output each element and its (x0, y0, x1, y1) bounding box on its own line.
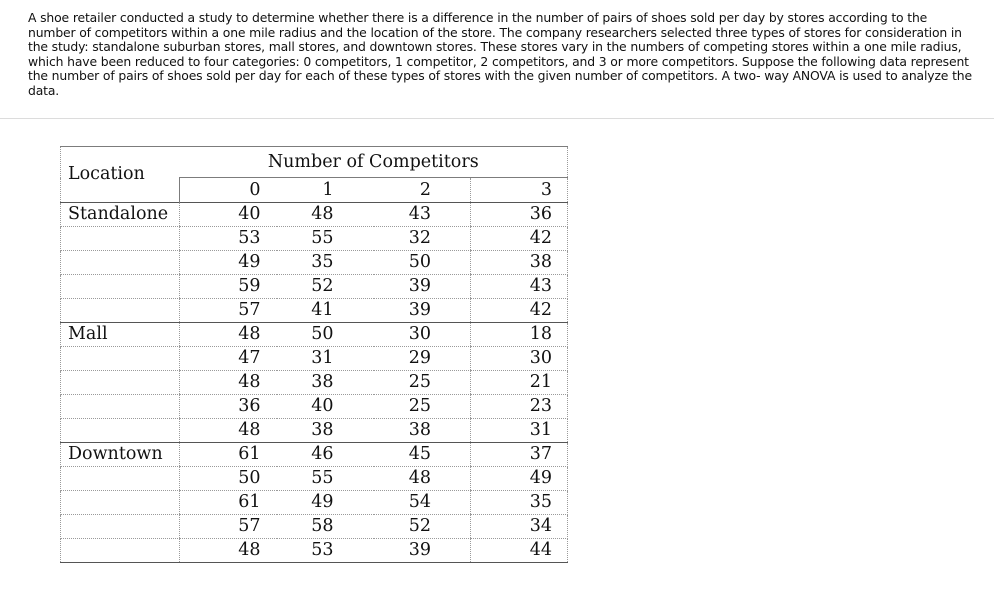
data-cell: 50 (180, 467, 277, 491)
location-cell-empty (61, 299, 180, 323)
data-cell: 50 (374, 251, 471, 275)
data-cell: 52 (374, 515, 471, 539)
data-cell: 38 (374, 419, 471, 443)
data-cell: 57 (180, 299, 277, 323)
table-row (61, 467, 568, 491)
data-cell: 54 (374, 491, 471, 515)
data-cell: 61 (180, 443, 277, 467)
competitors-header: Number of Competitors (180, 147, 568, 178)
table-row (61, 251, 568, 275)
table-row (61, 371, 568, 395)
header-row-1 (61, 147, 568, 178)
table-row (61, 419, 568, 443)
data-cell: 34 (471, 515, 568, 539)
table-row (61, 203, 568, 227)
data-cell: 48 (277, 203, 374, 227)
location-cell-empty (61, 275, 180, 299)
data-cell: 48 (180, 323, 277, 347)
location-cell-empty (61, 251, 180, 275)
location-label: Downtown (61, 443, 180, 467)
location-cell-empty (61, 395, 180, 419)
data-cell: 45 (374, 443, 471, 467)
data-cell: 59 (180, 275, 277, 299)
data-cell: 38 (471, 251, 568, 275)
data-cell: 41 (277, 299, 374, 323)
data-cell: 40 (180, 203, 277, 227)
data-cell: 43 (374, 203, 471, 227)
data-cell: 36 (180, 395, 277, 419)
data-cell: 61 (180, 491, 277, 515)
table-row (61, 299, 568, 323)
location-cell-empty (61, 227, 180, 251)
location-header: Location (61, 147, 180, 203)
data-cell: 21 (471, 371, 568, 395)
location-cell-empty (61, 467, 180, 491)
data-cell: 42 (471, 227, 568, 251)
location-cell-empty (61, 371, 180, 395)
location-cell-empty (61, 515, 180, 539)
table-row (61, 491, 568, 515)
data-cell: 55 (277, 227, 374, 251)
location-cell-empty (61, 491, 180, 515)
data-cell: 47 (180, 347, 277, 371)
data-cell: 39 (374, 299, 471, 323)
data-cell: 49 (471, 467, 568, 491)
data-cell: 53 (180, 227, 277, 251)
data-cell: 39 (374, 275, 471, 299)
table-row (61, 539, 568, 563)
competitor-level-header: 2 (374, 178, 471, 203)
data-cell: 31 (277, 347, 374, 371)
data-cell: 57 (180, 515, 277, 539)
table-row (61, 227, 568, 251)
data-cell: 48 (180, 371, 277, 395)
divider (0, 118, 994, 119)
location-cell-empty (61, 347, 180, 371)
competitor-level-header: 1 (277, 178, 374, 203)
data-cell: 49 (277, 491, 374, 515)
data-cell: 37 (471, 443, 568, 467)
data-cell: 31 (471, 419, 568, 443)
data-cell: 35 (471, 491, 568, 515)
data-table (60, 146, 568, 563)
data-cell: 55 (277, 467, 374, 491)
data-cell: 53 (277, 539, 374, 563)
data-cell: 52 (277, 275, 374, 299)
table-row (61, 443, 568, 467)
location-cell-empty (61, 419, 180, 443)
data-cell: 46 (277, 443, 374, 467)
data-cell: 39 (374, 539, 471, 563)
data-cell: 25 (374, 371, 471, 395)
data-cell: 42 (471, 299, 568, 323)
data-cell: 43 (471, 275, 568, 299)
table-row (61, 347, 568, 371)
data-cell: 58 (277, 515, 374, 539)
data-cell: 35 (277, 251, 374, 275)
data-cell: 18 (471, 323, 568, 347)
table-row (61, 515, 568, 539)
data-cell: 48 (374, 467, 471, 491)
location-cell-empty (61, 539, 180, 563)
table-row (61, 323, 568, 347)
table-row (61, 395, 568, 419)
data-cell: 23 (471, 395, 568, 419)
table-row (61, 275, 568, 299)
data-cell: 50 (277, 323, 374, 347)
data-cell: 49 (180, 251, 277, 275)
data-cell: 38 (277, 371, 374, 395)
data-cell: 40 (277, 395, 374, 419)
data-cell: 30 (471, 347, 568, 371)
data-cell: 48 (180, 539, 277, 563)
data-cell: 32 (374, 227, 471, 251)
data-cell: 30 (374, 323, 471, 347)
location-label: Standalone (61, 203, 180, 227)
location-label: Mall (61, 323, 180, 347)
data-cell: 44 (471, 539, 568, 563)
data-cell: 29 (374, 347, 471, 371)
competitor-level-header: 0 (180, 178, 277, 203)
data-cell: 38 (277, 419, 374, 443)
data-cell: 48 (180, 419, 277, 443)
data-cell: 25 (374, 395, 471, 419)
competitor-level-header: 3 (471, 178, 568, 203)
data-cell: 36 (471, 203, 568, 227)
problem-text: A shoe retailer conducted a study to determine whether there is a difference in the number of pairs of shoes sold per day by stores according to the number of competitors within a one mile radius and the location of the store. The company researchers selected three types of stores for consideration in the study: standalone suburban stores, mall stores, and downtown stores. These stores vary in the numbers of competing stores within a one mile radius, which have been reduced to four categories: 0 competitors, 1 competitor, 2 competitors, and 3 or more competitors. Suppose the following data represent the number of pairs of shoes sold per day for each of these types of stores with the given number of competitors. A two- way ANOVA is used to analyze the data. (28, 10, 972, 98)
